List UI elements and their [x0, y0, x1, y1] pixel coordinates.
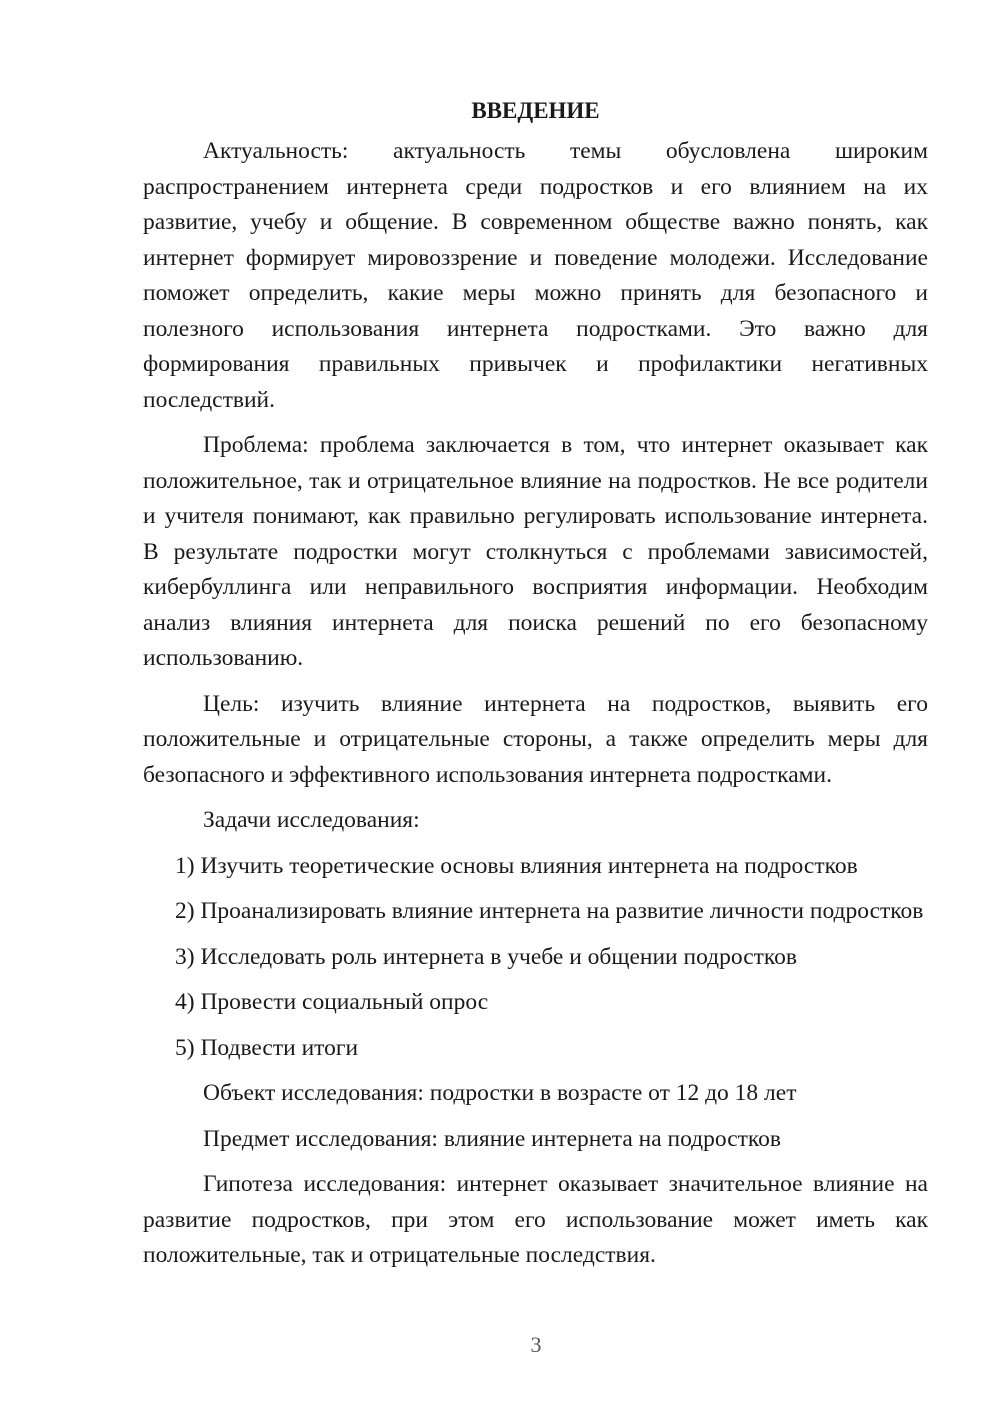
research-object: Объект исследования: подростки в возрасте от 12 до 18 лет	[203, 1080, 797, 1106]
tasks-title: Задачи исследования:	[203, 807, 420, 833]
page-number: 3	[530, 1332, 542, 1357]
hypothesis-paragraph: Гипотеза исследования: интернет оказывает значительное влияние на развитие подростков, при этом его использование может иметь как положительные, так и отрицательные последствия.	[143, 1171, 928, 1268]
task-item-3: 3) Исследовать роль интернета в учебе и общении подростков	[175, 943, 797, 970]
relevance-paragraph: Актуальность: актуальность темы обусловлена широким распространением интернета среди подростков и его влиянием на их развитие, учебу и общение. В современном обществе важно понять, как интернет формирует мировоззрение и поведение молодежи. Исследование поможет определить, какие меры можно принять для безопасного и полезного использования интернета подростками. Это важно для формирования правильных привычек и профилактики негативных последствий.	[143, 138, 928, 413]
task-item-1: 1) Изучить теоретические основы влияния интернета на подростков	[175, 852, 858, 879]
task-item-4: 4) Провести социальный опрос	[175, 989, 489, 1015]
task-item-5: 5) Подвести итоги	[175, 1034, 359, 1061]
section-heading: ВВЕДЕНИЕ	[471, 98, 600, 123]
research-subject: Предмет исследования: влияние интернета на подростков	[203, 1125, 781, 1152]
problem-paragraph: Проблема: проблема заключается в том, что интернет оказывает как положительное, так и отрицательное влияние на подростков. Не все родители и учителя понимают, как правильно регулировать использование интернета. В результате подростки могут столкнуться с проблемами зависимостей, кибербуллинга или неправильного восприятия информации. Необходим анализ влияния интернета для поиска решений по его безопасному использованию.	[143, 432, 928, 671]
goal-paragraph: Цель: изучить влияние интернета на подростков, выявить его положительные и отрицательные стороны, а также определить меры для безопасного и эффективного использования интернета подростками.	[143, 690, 928, 788]
task-item-2: 2) Проанализировать влияние интернета на развитие личности подростков	[175, 898, 924, 924]
page-content	[143, 96, 928, 1284]
